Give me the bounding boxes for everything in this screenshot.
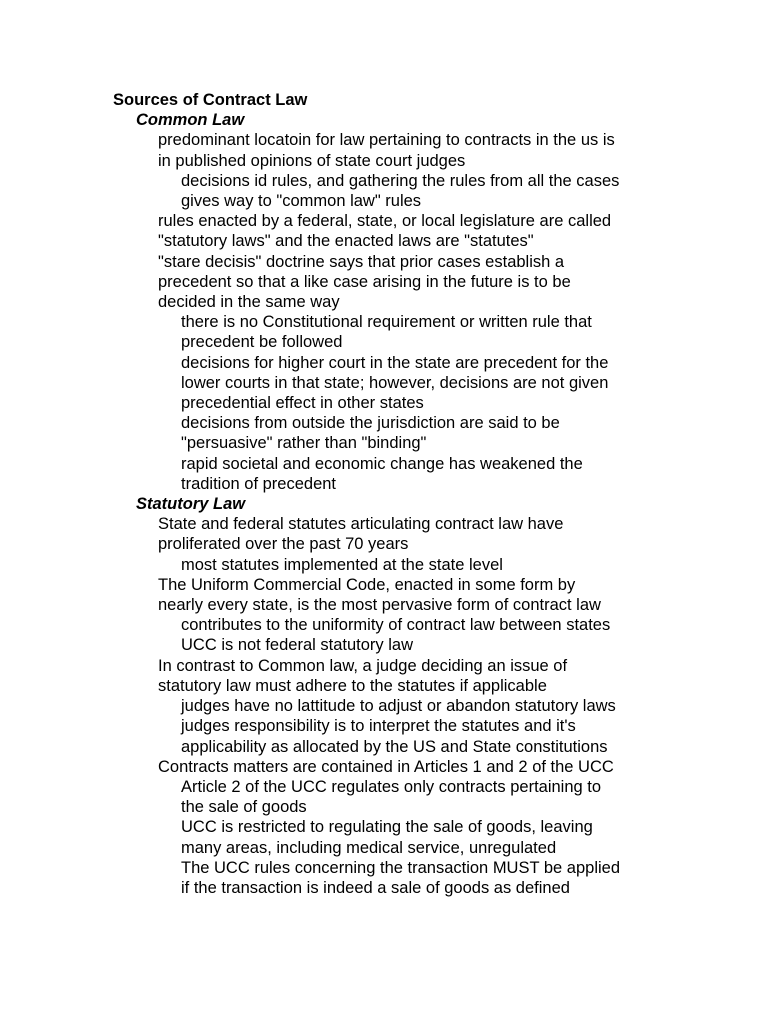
outline-line: The UCC rules concerning the transaction MUST be applied [181, 858, 620, 877]
outline-line: proliferated over the past 70 years [158, 535, 409, 554]
outline-line: tradition of precedent [181, 474, 337, 493]
outline-line: State and federal statutes articulating contract law have [158, 515, 564, 534]
outline-line: most statutes implemented at the state level [181, 555, 503, 574]
outline-line: decided in the same way [158, 293, 340, 312]
outline-line: rapid societal and economic change has weakened the [181, 454, 583, 473]
outline-line: UCC is restricted to regulating the sale of goods, leaving [181, 818, 593, 837]
outline-line: "persuasive" rather than "binding" [181, 434, 427, 453]
outline-line: decisions from outside the jurisdiction are said to be [181, 414, 560, 433]
outline-line: the sale of goods [181, 798, 307, 817]
outline-line: In contrast to Common law, a judge deciding an issue of [158, 656, 568, 675]
outline-line: decisions id rules, and gathering the rules from all the cases [181, 171, 620, 190]
section-heading: Statutory Law [136, 495, 246, 514]
outline-line: statutory law must adhere to the statutes if applicable [158, 676, 547, 695]
outline-line: The Uniform Commercial Code, enacted in some form by [158, 575, 576, 594]
outline-line: Article 2 of the UCC regulates only contracts pertaining to [181, 777, 602, 796]
outline-line: gives way to "common law" rules [181, 192, 422, 211]
outline-line: there is no Constitutional requirement or written rule that [181, 313, 592, 332]
outline-line: nearly every state, is the most pervasive form of contract law [158, 596, 601, 615]
document-page [113, 90, 753, 898]
outline-line: many areas, including medical service, unregulated [181, 838, 557, 857]
outline-line: Contracts matters are contained in Articles 1 and 2 of the UCC [158, 757, 614, 776]
outline-line: "statutory laws" and the enacted laws are "statutes" [158, 232, 534, 251]
document-body [113, 110, 753, 898]
section-heading: Common Law [136, 111, 245, 130]
outline-line: if the transaction is indeed a sale of goods as defined [181, 878, 570, 897]
outline-line: precedent so that a like case arising in the future is to be [158, 272, 571, 291]
outline-line: rules enacted by a federal, state, or local legislature are called [158, 212, 612, 231]
outline-line: judges have no lattitude to adjust or abandon statutory laws [181, 697, 616, 716]
outline-line: in published opinions of state court judges [158, 151, 466, 170]
outline-line: precedential effect in other states [181, 394, 424, 413]
outline-line: predominant locatoin for law pertaining to contracts in the us is [158, 131, 615, 150]
outline-line: applicability as allocated by the US and State constitutions [181, 737, 608, 756]
document-title: Sources of Contract Law [113, 91, 308, 109]
outline-line: UCC is not federal statutory law [181, 636, 414, 655]
outline-line: lower courts in that state; however, decisions are not given [181, 373, 609, 392]
outline-line: precedent be followed [181, 333, 343, 352]
outline-line: contributes to the uniformity of contract law between states [181, 616, 611, 635]
outline-line: judges responsibility is to interpret the statutes and it's [181, 717, 576, 736]
outline-line: "stare decisis" doctrine says that prior cases establish a [158, 252, 565, 271]
outline-line: decisions for higher court in the state are precedent for the [181, 353, 609, 372]
